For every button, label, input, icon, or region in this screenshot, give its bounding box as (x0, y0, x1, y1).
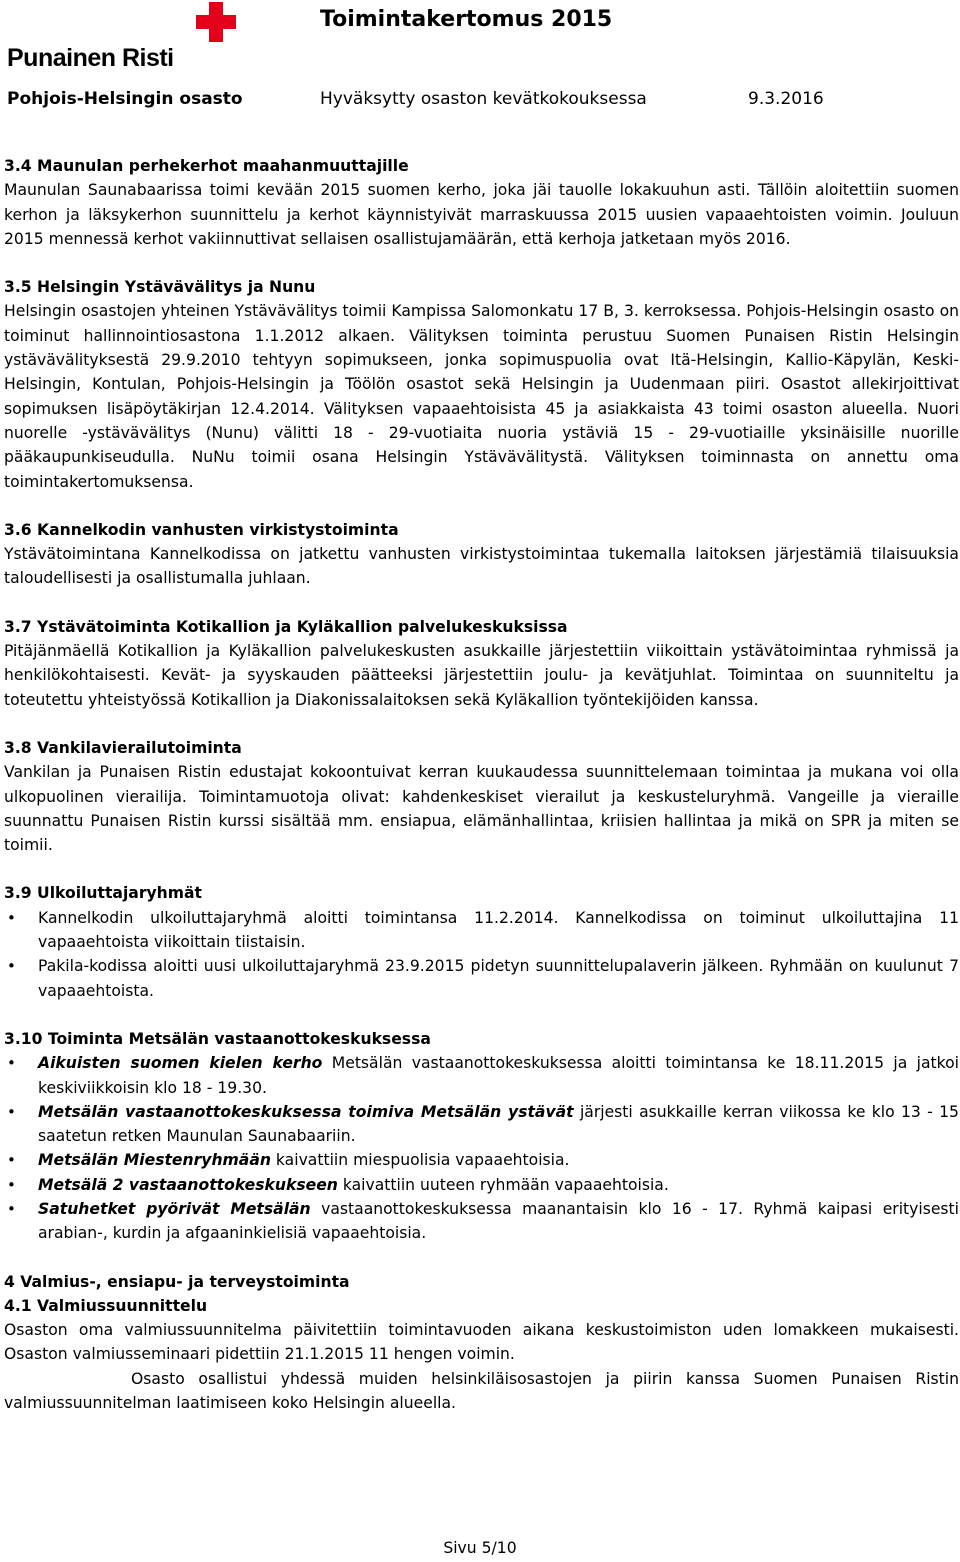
section-heading: 3.6 Kannelkodin vanhusten virkistystoiminta (4, 520, 399, 539)
section-text: Ystävätoimintana Kannelkodissa on jatkettu vanhusten virkistystoimintaa tukemalla laitoksen järjestämiä tilaisuuksia taloudellisesti ja osallistumalla juhlaan. (4, 545, 959, 588)
section-text: Vankilan ja Punaisen Ristin edustajat kokoontuivat kerran kuukaudessa suunnittelemaan toimintaa ja mukana voi olla ulkopuolinen vierailija. Toimintamuotoja olivat: kahdenkeskiset vierailut ja keskusteluryhmä. Vangeille ja vieraille suunnattu Punaisen Ristin kurssi sisältää mm. ensiapua, elämänhallintaa, kriisien hallintaa ja mikä on SPR ja miten se toimii. (4, 763, 959, 855)
red-cross-icon (196, 2, 236, 42)
list-item-lead: Metsälän vastaanottokeskuksessa toimiva Metsälän ystävät (38, 1102, 574, 1121)
section-heading: 3.9 Ulkoiluttajaryhmät (4, 884, 202, 903)
list-item-lead: Aikuisten suomen kielen kerho (38, 1054, 323, 1073)
list-item (4, 1148, 959, 1172)
chapter-heading: 4 Valmius-, ensiapu- ja terveystoiminta (4, 1272, 350, 1291)
section-heading: 3.10 Toiminta Metsälän vastaanottokeskuksessa (4, 1029, 431, 1048)
list-item: • Kannelkodin ulkoiluttajaryhmä aloitti toimintansa 11.2.2014. Kannelkodissa on toiminut ulkoiluttajina 11 vapaaehtoista viikoittain tiistaisin. (4, 906, 959, 955)
list-item (4, 1100, 959, 1149)
department-name: Pohjois-Helsingin osasto (7, 89, 243, 109)
section-text: Helsingin osastojen yhteinen Ystävävälitys toimii Kampissa Salomonkatu 17 B, 3. kerroksessa. Pohjois-Helsingin osasto on toiminut hallinnointiosastona 1.1.2012 alkaen. Välityksen toiminta perustuu Suomen Punaisen Ristin Helsingin ystävävälityksestä 29.9.2010 tehtyyn sopimukseen, jonka sopimuspuolia ovat Itä-Helsingin, Kallio-Käpylän, Keski-Helsingin, Kontulan, Pohjois-Helsingin ja Töölön osastot sekä Helsingin ja Uudenmaan piiri. Osastot allekirjoittivat sopimuksen lisäpöytäkirjan 12.4.2014. Välityksen vapaaehtoisista 45 ja asiakkaista 43 toimi osaston alueella. Nuori nuorelle -ystävävälitys (Nunu) välitti 18 - 29-vuotiaita nuoria ystäviä 15 - 29-vuotiaille yksinäisille nuorille pääkaupunkiseudulla. NuNu toimii osana Helsingin Ystävävälitystä. Välityksen toiminnasta on annettu oma toimintakertomuksensa. (4, 302, 959, 491)
logo-text: Punainen Risti (7, 44, 174, 72)
list-item-text: järjesti asukkaille kerran viikossa ke klo 13 - 15 saatetun retken Maunulan Saunabaariin. (38, 1102, 959, 1146)
section-text: Pitäjänmäellä Kotikallion ja Kyläkallion palvelukeskusten asukkaille järjestettiin viikoittain ystävätoimintaa ryhmissä ja henkilökohtaisesti. Kevät- ja syyskauden päätteeksi järjestettiin joulu- ja kevätjuhlat. Toimintaa on suunniteltu ja toteutettu yhteistyössä Kotikallion ja Diakonissalaitoksen sekä Kyläkallion työntekijöiden kanssa. (4, 642, 959, 709)
list-item-text: kaivattiin uuteen ryhmään vapaaehtoisia. (337, 1175, 669, 1194)
section-heading: 3.4 Maunulan perhekerhot maahanmuuttajille (4, 157, 409, 175)
section-heading: 3.7 Ystävätoiminta Kotikallion ja Kyläkallion palvelukeskuksissa (4, 617, 568, 636)
list-item-lead: Metsälä 2 vastaanottokeskukseen (38, 1175, 338, 1194)
list-item-lead: Satuhetket pyörivät Metsälän (38, 1199, 311, 1218)
bullet-list (4, 1051, 959, 1245)
bullet-list (4, 906, 959, 1003)
approval-note: Hyväksytty osaston kevätkokouksessa (320, 89, 647, 109)
section-heading: 4.1 Valmiussuunnittelu (4, 1296, 208, 1315)
list-item-text: Metsälän vastaanottokeskuksessa aloitti toimintansa ke 18.11.2015 ja jatkoi keskiviikkoisin klo 18 - 19.30. (38, 1054, 960, 1097)
section-text: Osaston oma valmiussuunnitelma päivitettiin toimintavuoden aikana keskustoimiston uden lomakkeen mukaisesti. Osaston valmiusseminaari pidettiin 21.1.2015 11 hengen voimin. (4, 1321, 959, 1364)
list-item-text: kaivattiin miespuolisia vapaaehtoisia. (270, 1151, 570, 1170)
page-number: Sivu 5/10 (443, 1539, 517, 1557)
list-item (4, 1197, 959, 1246)
document-body (4, 154, 959, 1415)
list-item-text: vastaanottokeskuksessa maanantaisin klo 16 - 17. Ryhmä kaipasi erityisesti arabian-, kurdin ja afgaaninkielisiä vapaaehtoisia. (38, 1199, 960, 1243)
list-item (4, 1173, 959, 1197)
list-item-lead: Metsälän Miestenryhmään (38, 1151, 271, 1170)
section-heading: 3.5 Helsingin Ystävävälitys ja Nunu (4, 278, 316, 297)
approval-date: 9.3.2016 (748, 89, 824, 109)
section-text-indented (4, 1367, 959, 1416)
document-title: Toimintakertomus 2015 (320, 7, 613, 32)
list-item (4, 1051, 959, 1100)
section-text: Maunulan Saunabaarissa toimi kevään 2015 suomen kerho, joka jäi tauolle lokakuuhun asti. Tällöin aloitettiin suomen kerhon ja läksykerhon suunnittelu ja kerhot käynnistyivät marraskuussa 2015 uusien vapaaehtoisten voimin. Jouluun 2015 mennessä kerhot vakiinnuttivat sellaisen osallistujamäärän, että kerhoja jatketaan myös 2016. (4, 181, 959, 248)
page-header (0, 0, 960, 112)
section-text-content: Osasto osallistui yhdessä muiden helsinkiläisosastojen ja piirin kanssa Suomen Punaisen Ristin valmiussuunnitelman laatimiseen koko Helsingin alueella. (4, 1369, 959, 1413)
list-item: • Pakila-kodissa aloitti uusi ulkoiluttajaryhmä 23.9.2015 pidetyn suunnittelupalaverin jälkeen. Ryhmään on kuulunut 7 vapaaehtoista. (4, 954, 959, 1003)
section-heading: 3.8 Vankilavierailutoiminta (4, 738, 242, 757)
